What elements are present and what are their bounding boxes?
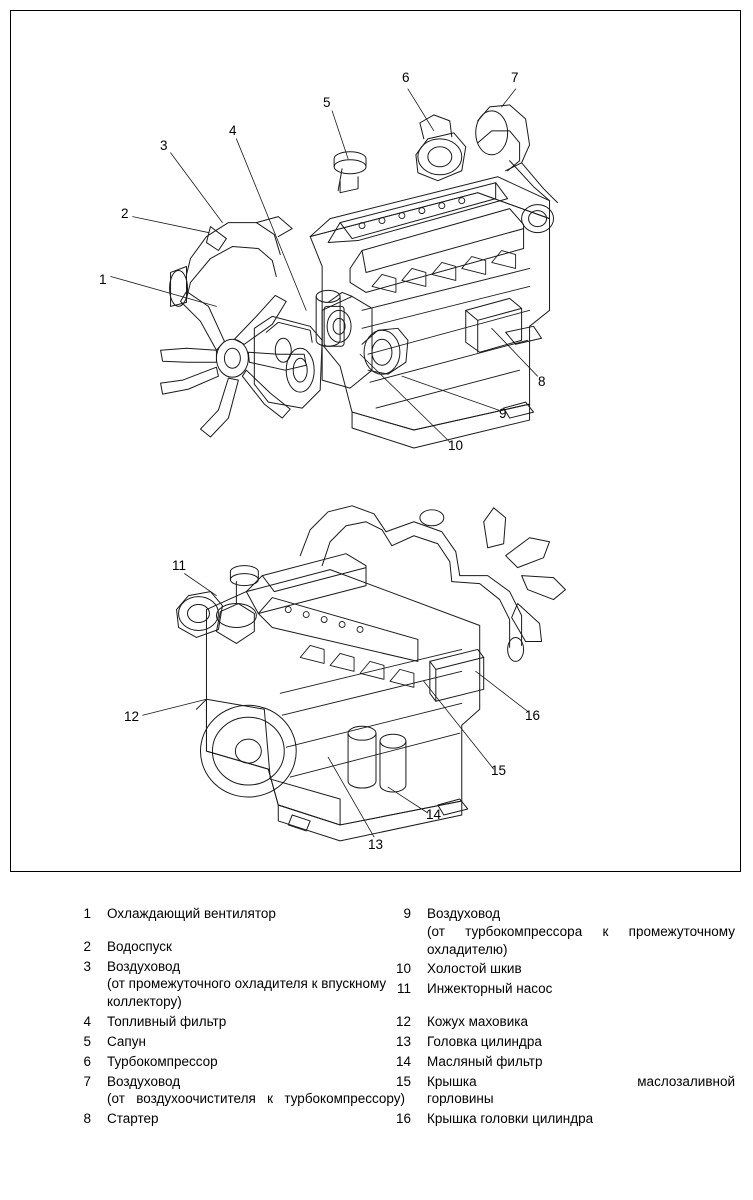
legend-sublabel: (от турбокомпрессора к промежуточному охладителю) <box>427 923 735 957</box>
legend-label: Топливный фильтр <box>107 1014 227 1030</box>
legend-label: Сапун <box>107 1033 146 1049</box>
legend-label: Воздуховод <box>107 1073 181 1089</box>
legend-number: 1 <box>83 906 91 921</box>
legend-item-9 <box>385 905 735 958</box>
engine-diagram <box>11 11 740 871</box>
legend-number: 2 <box>83 938 91 954</box>
legend-label: Головка цилиндра <box>427 1033 542 1049</box>
legend-number: 14 <box>395 1053 411 1069</box>
callout-3: 3 <box>160 138 168 153</box>
legend-label: Масляный фильтр <box>427 1053 543 1069</box>
legend-label: Стартер <box>107 1111 159 1127</box>
legend-number: 5 <box>83 1033 91 1049</box>
legend-column-right <box>385 905 735 1130</box>
legend-item-1 <box>65 905 405 923</box>
legend-label: Холостой шкив <box>427 961 522 977</box>
legend-number: 4 <box>83 1014 91 1030</box>
figure-frame <box>10 10 741 872</box>
legend-number: 15 <box>395 1073 411 1089</box>
legend-item-3 <box>65 958 405 1011</box>
callout-11: 11 <box>172 558 187 573</box>
legend-number: 12 <box>395 1014 411 1030</box>
callout-7: 7 <box>511 70 519 85</box>
legend-sublabel: горловины <box>427 1091 494 1107</box>
callout-6: 6 <box>402 70 410 85</box>
legend-label: Водоспуск <box>107 938 172 954</box>
legend-item-7 <box>65 1073 405 1109</box>
legend-label: Воздуховод <box>427 906 501 921</box>
legend-spacer <box>385 1000 735 1013</box>
legend-number: 9 <box>403 906 411 921</box>
legend-number: 8 <box>83 1111 91 1127</box>
legend-item-13 <box>385 1033 735 1051</box>
legend-label: Крышка маслозаливной <box>427 1073 735 1089</box>
legend-item-14 <box>385 1053 735 1071</box>
legend-number: 7 <box>83 1073 91 1089</box>
legend-label: Инжекторный насос <box>427 981 553 997</box>
legend-item-8 <box>65 1110 405 1128</box>
legend-item-15 <box>385 1073 735 1109</box>
legend-item-12 <box>385 1013 735 1031</box>
legend-label: Турбокомпрессор <box>107 1053 218 1069</box>
engine-top-view <box>111 89 558 448</box>
legend-label: Воздуховод <box>107 958 181 974</box>
legend-item-11 <box>385 980 735 998</box>
callout-2: 2 <box>121 206 129 221</box>
legend-item-6 <box>65 1053 405 1071</box>
legend-label: Крышка головки цилиндра <box>427 1111 594 1127</box>
callout-14: 14 <box>426 807 442 822</box>
callout-4: 4 <box>229 123 237 138</box>
callout-16: 16 <box>525 708 541 723</box>
cooling-fan <box>161 291 307 437</box>
legend-label: Кожух маховика <box>427 1014 528 1030</box>
legend-label: Охлаждающий вентилятор <box>107 906 276 921</box>
callout-9: 9 <box>499 406 507 421</box>
legend-column-left <box>65 905 405 1130</box>
legend-number: 10 <box>395 961 411 977</box>
callout-5: 5 <box>323 95 331 110</box>
legend-item-16 <box>385 1110 735 1128</box>
legend-item-10 <box>385 960 735 978</box>
legend-sublabel: (от промежуточного охладителя к впускному коллектору) <box>107 976 387 1010</box>
legend-item-2 <box>65 938 405 956</box>
legend-item-4 <box>65 1013 405 1031</box>
callout-13: 13 <box>368 837 384 852</box>
legend-item-5 <box>65 1033 405 1051</box>
legend-number: 3 <box>83 958 91 974</box>
cooling-fan-rear <box>484 508 566 642</box>
legend-number: 13 <box>395 1033 411 1049</box>
legend-number: 16 <box>395 1111 411 1127</box>
engine-bottom-view <box>143 506 566 841</box>
callout-15: 15 <box>491 763 507 778</box>
legend-sublabel: (от воздухоочистителя к турбокомпрессору) <box>107 1091 405 1107</box>
callout-1: 1 <box>99 272 107 287</box>
callout-12: 12 <box>124 709 140 724</box>
callout-10: 10 <box>448 438 464 453</box>
legend-spacer <box>65 925 405 938</box>
callout-8: 8 <box>538 374 546 389</box>
legend-number: 11 <box>396 981 411 997</box>
legend-number: 6 <box>83 1053 91 1069</box>
